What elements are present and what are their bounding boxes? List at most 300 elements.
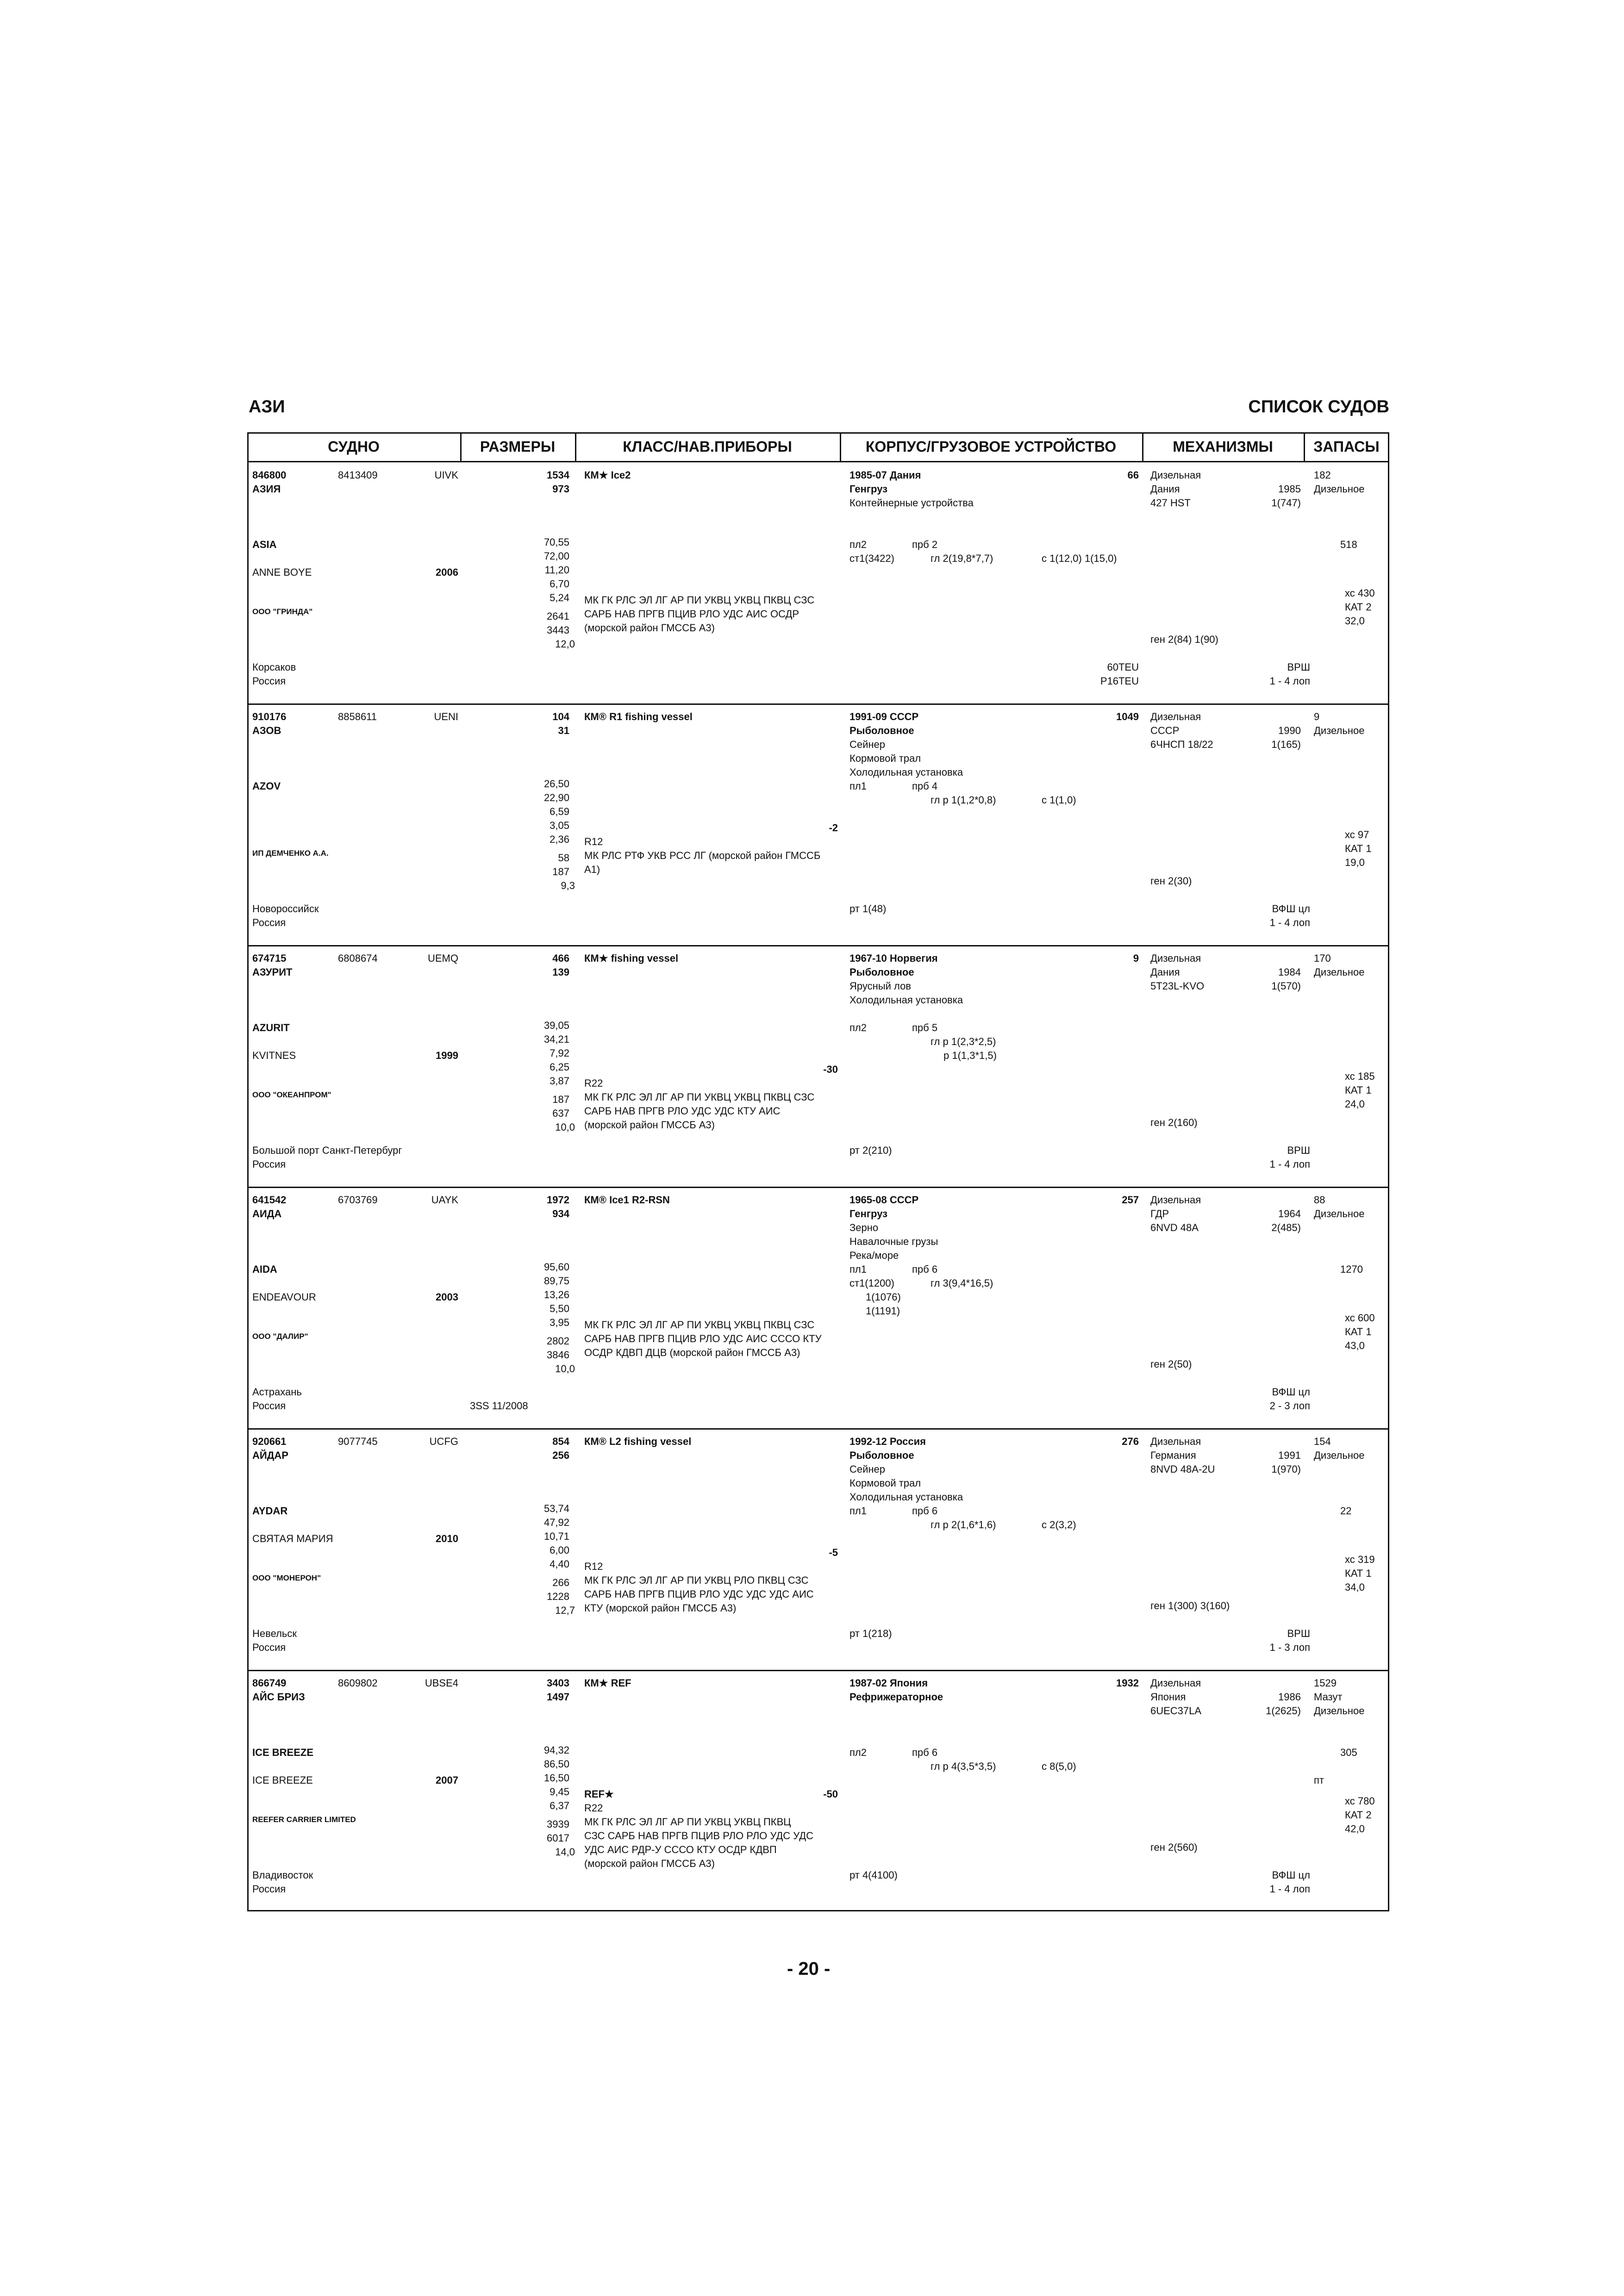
capacity-value: 187 bbox=[552, 866, 569, 877]
hull-build-info: 1965-08 СССР bbox=[849, 1194, 919, 1206]
generator-info: ген 2(560) bbox=[1150, 1842, 1198, 1853]
ship-flag-country: Россия bbox=[252, 1642, 286, 1653]
hull-type-line: Рыболовное bbox=[849, 1450, 914, 1461]
engine-info-line: 6ЧНСП 18/22 bbox=[1150, 739, 1213, 750]
capacity-value: 9,3 bbox=[561, 880, 575, 891]
crew-category-line: КАТ 1 bbox=[1345, 1568, 1372, 1579]
ship-home-port: Большой порт Санкт-Петербург bbox=[252, 1145, 402, 1156]
capacity-value: 12,0 bbox=[555, 638, 575, 650]
dimension-value: 9,45 bbox=[550, 1786, 569, 1798]
engine-info-line: 8NVD 48A-2U bbox=[1150, 1463, 1215, 1475]
net-tonnage: 934 bbox=[552, 1208, 569, 1220]
ship-home-port: Астрахань bbox=[252, 1386, 302, 1398]
fuel-supply-line: Дизельное bbox=[1314, 1208, 1365, 1220]
dimension-value: 26,50 bbox=[543, 778, 569, 790]
propeller-type: ВРШ bbox=[1287, 661, 1310, 673]
col-divider bbox=[840, 432, 841, 462]
generator-info: ген 2(30) bbox=[1150, 875, 1192, 887]
dimension-value: 86,50 bbox=[543, 1758, 569, 1770]
hull-build-info: 1985-07 Дания bbox=[849, 469, 921, 481]
net-tonnage: 256 bbox=[552, 1450, 569, 1461]
crew-category-line: хс 185 bbox=[1345, 1070, 1375, 1082]
capacity-value: 2802 bbox=[547, 1335, 569, 1347]
engine-info-line: Дания bbox=[1150, 483, 1180, 495]
bulkhead-count: прб 6 bbox=[912, 1505, 938, 1517]
class-notation: КМ® R1 fishing vessel bbox=[584, 711, 693, 722]
row-divider bbox=[247, 1187, 1389, 1188]
generator-info: ген 1(300) 3(160) bbox=[1150, 1600, 1230, 1612]
capacity-value: 3443 bbox=[547, 624, 569, 636]
engine-info-line: Дизельная bbox=[1150, 952, 1201, 964]
ship-home-port: Невельск bbox=[252, 1628, 297, 1639]
hatch-dimensions: гл р 1(2,3*2,5) bbox=[931, 1036, 996, 1047]
nav-equipment-line: А1) bbox=[584, 864, 600, 875]
crew-category-line: 19,0 bbox=[1345, 857, 1365, 868]
ship-owner-year: 2006 bbox=[436, 566, 458, 578]
bulkhead-count: прб 5 bbox=[912, 1022, 938, 1033]
ship-name: АИДА bbox=[252, 1208, 282, 1220]
hull-build-info: 1991-09 СССР bbox=[849, 711, 919, 722]
nav-equipment-line: (морской район ГМССБ А3) bbox=[584, 622, 715, 634]
bulkhead-count: прб 6 bbox=[912, 1263, 938, 1275]
col-divider bbox=[575, 432, 576, 462]
engine-year: 1964 bbox=[1278, 1208, 1301, 1220]
nav-equipment-line: УДС АИС РДР-У СССО КТУ ОСДР КДВП bbox=[584, 1844, 777, 1855]
hull-type-line: Холодильная установка bbox=[849, 1491, 963, 1503]
crew-category-line: КАТ 2 bbox=[1345, 601, 1372, 613]
crew-category-line: КАТ 2 bbox=[1345, 1809, 1372, 1821]
ship-imo: 6703769 bbox=[338, 1194, 378, 1206]
hatch-dimensions: гл 2(19,8*7,7) bbox=[931, 553, 993, 564]
nav-equipment-line: (морской район ГМССБ А3) bbox=[584, 1858, 715, 1869]
cargo-hold-capacity: ст1(1200) bbox=[849, 1277, 894, 1289]
ship-latin-name: AZOV bbox=[252, 780, 281, 792]
fuel-supply-line: Мазут bbox=[1314, 1691, 1343, 1703]
cargo-gear: с 8(5,0) bbox=[1042, 1761, 1076, 1772]
dimension-value: 16,50 bbox=[543, 1772, 569, 1784]
capacity-value: 2641 bbox=[547, 610, 569, 622]
hull-type-line: Кормовой трал bbox=[849, 753, 921, 764]
hull-type-line: Холодильная установка bbox=[849, 766, 963, 778]
engine-power: 2(485) bbox=[1271, 1222, 1301, 1233]
net-tonnage: 31 bbox=[558, 725, 569, 736]
fuel-supply-line: Дизельное bbox=[1314, 966, 1365, 978]
propeller-type: ВРШ bbox=[1287, 1145, 1310, 1156]
row-divider bbox=[247, 1428, 1389, 1430]
ship-name: АЙДАР bbox=[252, 1450, 288, 1461]
class-notation: КМ★ Ice2 bbox=[584, 469, 631, 481]
crew-category-line: хс 600 bbox=[1345, 1312, 1375, 1324]
cargo-hold-capacity: 1(1191) bbox=[866, 1305, 900, 1317]
dimension-value: 22,90 bbox=[543, 792, 569, 803]
ice-class-value: -2 bbox=[829, 822, 838, 834]
refrigerated-hold: рт 4(4100) bbox=[849, 1869, 898, 1881]
deck-count: пл1 bbox=[849, 1263, 867, 1275]
ship-name: АЗУРИТ bbox=[252, 966, 293, 978]
ship-name: АЗОВ bbox=[252, 725, 281, 736]
dimension-value: 6,59 bbox=[550, 806, 569, 817]
dimension-value: 6,25 bbox=[550, 1061, 569, 1073]
engine-power: 1(2625) bbox=[1266, 1705, 1301, 1717]
gross-tonnage: 1534 bbox=[547, 469, 569, 481]
ship-home-port: Корсаков bbox=[252, 661, 296, 673]
gross-tonnage: 466 bbox=[552, 952, 569, 964]
fuel-supply-line: 88 bbox=[1314, 1194, 1325, 1206]
hatch-dimensions: р 1(1,3*1,5) bbox=[943, 1050, 997, 1061]
row-divider bbox=[247, 1670, 1389, 1671]
dimension-value: 34,21 bbox=[543, 1033, 569, 1045]
ship-owner: ООО "ОКЕАНПРОМ" bbox=[252, 1090, 331, 1099]
ship-latin-name: ICE BREEZE bbox=[252, 1747, 314, 1758]
ship-imo: 8609802 bbox=[338, 1677, 378, 1689]
col-header-ship: СУДНО bbox=[247, 432, 460, 462]
nav-equipment-line: МК ГК РЛС ЭЛ ЛГ АР ПИ УКВЦ УКВЦ ПКВЦ СЗС bbox=[584, 594, 815, 606]
capacity-value: 1228 bbox=[547, 1591, 569, 1602]
ship-reg-number: 920661 bbox=[252, 1436, 287, 1447]
bulkhead-count: прб 2 bbox=[912, 539, 938, 550]
hull-build-info: 1987-02 Япония bbox=[849, 1677, 928, 1689]
crew-category-line: 24,0 bbox=[1345, 1098, 1365, 1110]
gross-tonnage: 104 bbox=[552, 711, 569, 722]
propeller-blades: 2 - 3 лоп bbox=[1269, 1400, 1310, 1412]
water-supply: 305 bbox=[1340, 1747, 1357, 1758]
capacity-value: 3846 bbox=[547, 1349, 569, 1361]
ship-imo: 8858611 bbox=[338, 711, 377, 722]
water-supply: 1270 bbox=[1340, 1263, 1363, 1275]
ship-call-sign: UAYK bbox=[431, 1194, 458, 1206]
ship-latin-name: AZURIT bbox=[252, 1022, 290, 1033]
net-tonnage: 973 bbox=[552, 483, 569, 495]
fuel-supply-line: Дизельное bbox=[1314, 483, 1365, 495]
bulkhead-count: прб 6 bbox=[912, 1747, 938, 1758]
col-divider bbox=[1142, 432, 1143, 462]
engine-info-line: 427 HST bbox=[1150, 497, 1191, 509]
hull-type-line: Сейнер bbox=[849, 739, 886, 750]
fuel-supply-line: Дизельное bbox=[1314, 1450, 1365, 1461]
ship-call-sign: UENI bbox=[434, 711, 458, 722]
ship-previous-name: KVITNES bbox=[252, 1050, 296, 1061]
container-capacity: P16TEU bbox=[1100, 675, 1139, 687]
deck-count: пл1 bbox=[849, 780, 867, 792]
hull-build-info: 1967-10 Норвегия bbox=[849, 952, 938, 964]
engine-year: 1990 bbox=[1278, 725, 1301, 736]
engine-info-line: 5T23L-KVO bbox=[1150, 980, 1205, 992]
refrigeration-notation: R22 bbox=[584, 1077, 603, 1089]
ship-reg-number: 674715 bbox=[252, 952, 287, 964]
fuel-supply-line: 1529 bbox=[1314, 1677, 1337, 1689]
hull-type-line: Рыболовное bbox=[849, 725, 914, 736]
crew-category-line: 43,0 bbox=[1345, 1340, 1365, 1351]
hull-type-line: Ярусный лов bbox=[849, 980, 911, 992]
dimension-value: 5,24 bbox=[550, 592, 569, 604]
gross-tonnage: 3403 bbox=[547, 1677, 569, 1689]
hull-type-line: Генгруз bbox=[849, 483, 888, 495]
hull-code: 66 bbox=[1127, 469, 1139, 481]
hull-type-line: Сейнер bbox=[849, 1463, 886, 1475]
ship-owner-year: 2010 bbox=[436, 1533, 458, 1544]
ship-owner-year: 2007 bbox=[436, 1774, 458, 1786]
nav-equipment-line: МК ГК РЛС ЭЛ ЛГ АР ПИ УКВЦ РЛО ПКВЦ СЗС bbox=[584, 1574, 809, 1586]
engine-year: 1984 bbox=[1278, 966, 1301, 978]
generator-info: ген 2(84) 1(90) bbox=[1150, 634, 1218, 645]
cargo-hold-capacity: 1(1076) bbox=[866, 1291, 901, 1303]
nav-equipment-line: (морской район ГМССБ А3) bbox=[584, 1119, 715, 1131]
propeller-blades: 1 - 4 лоп bbox=[1269, 1883, 1310, 1895]
ship-flag-country: Россия bbox=[252, 917, 286, 928]
hull-type-line: Контейнерные устройства bbox=[849, 497, 974, 509]
water-supply: 22 bbox=[1340, 1505, 1352, 1517]
hull-code: 1049 bbox=[1116, 711, 1139, 722]
ship-call-sign: UCFG bbox=[429, 1436, 458, 1447]
net-tonnage: 139 bbox=[552, 966, 569, 978]
ship-name: АЙС БРИЗ bbox=[252, 1691, 305, 1703]
capacity-value: 3939 bbox=[547, 1818, 569, 1830]
ship-reg-number: 866749 bbox=[252, 1677, 287, 1689]
engine-power: 1(747) bbox=[1271, 497, 1301, 509]
crew-category-line: хс 97 bbox=[1345, 829, 1369, 840]
gross-tonnage: 854 bbox=[552, 1436, 569, 1447]
nav-equipment-line: КТУ (морской район ГМССБ А3) bbox=[584, 1602, 737, 1614]
nav-equipment-line: МК ГК РЛС ЭЛ ЛГ АР ПИ УКВЦ УКВЦ ПКВЦ bbox=[584, 1816, 791, 1828]
refrigeration-notation: R22 bbox=[584, 1802, 603, 1814]
ship-previous-name: ENDEAVOUR bbox=[252, 1291, 316, 1303]
fuel-supply-line: 154 bbox=[1314, 1436, 1331, 1447]
fuel-supply-line: Дизельное bbox=[1314, 1705, 1365, 1717]
refrigerated-hold: рт 2(210) bbox=[849, 1145, 892, 1156]
engine-info-line: 6NVD 48A bbox=[1150, 1222, 1199, 1233]
ship-owner-year: 2003 bbox=[436, 1291, 458, 1303]
deck-count: пл1 bbox=[849, 1505, 867, 1517]
hatch-dimensions: гл р 4(3,5*3,5) bbox=[931, 1761, 996, 1772]
dimension-value: 13,26 bbox=[543, 1289, 569, 1300]
dimension-value: 39,05 bbox=[543, 1020, 569, 1031]
dimension-value: 4,40 bbox=[550, 1558, 569, 1570]
ship-call-sign: UEMQ bbox=[428, 952, 458, 964]
bulkhead-count: прб 4 bbox=[912, 780, 938, 792]
propeller-blades: 1 - 4 лоп bbox=[1269, 917, 1310, 928]
cargo-hold-capacity: ст1(3422) bbox=[849, 553, 894, 564]
propeller-type: ВФШ цл bbox=[1272, 903, 1310, 915]
ship-imo: 9077745 bbox=[338, 1436, 378, 1447]
engine-info-line: Дизельная bbox=[1150, 1677, 1201, 1689]
engine-info-line: Япония bbox=[1150, 1691, 1186, 1703]
hull-type-line: Навалочные грузы bbox=[849, 1236, 938, 1247]
ship-call-sign: UIVK bbox=[434, 469, 458, 481]
capacity-value: 12,7 bbox=[555, 1605, 575, 1616]
page-header-right: СПИСОК СУДОВ bbox=[1248, 397, 1389, 417]
capacity-value: 266 bbox=[552, 1577, 569, 1588]
engine-info-line: Дизельная bbox=[1150, 711, 1201, 722]
ship-home-port: Новороссийск bbox=[252, 903, 319, 915]
col-header-class: КЛАСС/НАВ.ПРИБОРЫ bbox=[575, 432, 840, 462]
ship-latin-name: AIDA bbox=[252, 1263, 277, 1275]
propeller-blades: 1 - 3 лоп bbox=[1269, 1642, 1310, 1653]
dimension-value: 10,71 bbox=[543, 1531, 569, 1542]
hull-type-line: Холодильная установка bbox=[849, 994, 963, 1006]
refrigerated-hold: рт 1(218) bbox=[849, 1628, 892, 1639]
dimension-value: 11,20 bbox=[544, 564, 569, 576]
hull-code: 257 bbox=[1122, 1194, 1139, 1206]
hull-type-line: Генгруз bbox=[849, 1208, 888, 1220]
net-tonnage: 1497 bbox=[547, 1691, 569, 1703]
hull-code: 9 bbox=[1133, 952, 1139, 964]
engine-power: 1(570) bbox=[1271, 980, 1301, 992]
dimension-value: 95,60 bbox=[543, 1261, 569, 1273]
ship-owner: ООО "ГРИНДА" bbox=[252, 607, 313, 616]
ship-home-port: Владивосток bbox=[252, 1869, 313, 1881]
ship-flag-country: Россия bbox=[252, 1158, 286, 1170]
crew-category-line: 34,0 bbox=[1345, 1581, 1365, 1593]
nav-equipment-line: САРБ НАВ ПРГВ ПЦИВ РЛО УДС АИС СССО КТУ bbox=[584, 1333, 822, 1344]
dimension-value: 6,70 bbox=[550, 578, 569, 590]
hull-code: 1932 bbox=[1116, 1677, 1139, 1689]
ship-owner-year: 1999 bbox=[436, 1050, 458, 1061]
engine-info-line: Дизельная bbox=[1150, 1436, 1201, 1447]
ice-class-value: -30 bbox=[823, 1064, 838, 1075]
crew-category-line: 32,0 bbox=[1345, 615, 1365, 627]
page-header-left: АЗИ bbox=[249, 397, 285, 417]
fuel-supply-line: 182 bbox=[1314, 469, 1331, 481]
ice-class-value: -5 bbox=[829, 1547, 838, 1558]
refrigeration-notation: R12 bbox=[584, 1561, 603, 1572]
fuel-supply-line: 9 bbox=[1314, 711, 1320, 722]
nav-equipment-line: МК РЛС РТФ УКВ РСС ЛГ (морской район ГМССБ bbox=[584, 850, 821, 861]
dimension-value: 6,00 bbox=[550, 1544, 569, 1556]
ship-imo: 6808674 bbox=[338, 952, 378, 964]
cargo-gear: с 1(1,0) bbox=[1042, 794, 1076, 806]
dimension-value: 5,50 bbox=[550, 1303, 569, 1314]
generator-info: ген 2(160) bbox=[1150, 1117, 1198, 1128]
container-capacity: 60TEU bbox=[1107, 661, 1139, 673]
propeller-blades: 1 - 4 лоп bbox=[1269, 675, 1310, 687]
propeller-blades: 1 - 4 лоп bbox=[1269, 1158, 1310, 1170]
ship-previous-name: СВЯТАЯ МАРИЯ bbox=[252, 1533, 333, 1544]
ship-reg-number: 910176 bbox=[252, 711, 287, 722]
row-divider bbox=[247, 703, 1389, 705]
capacity-value: 187 bbox=[552, 1094, 569, 1105]
refrigeration-notation: R12 bbox=[584, 836, 603, 847]
engine-year: 1985 bbox=[1278, 483, 1301, 495]
dimension-value: 94,32 bbox=[543, 1744, 569, 1756]
hull-type-line: Рыболовное bbox=[849, 966, 914, 978]
cargo-gear: с 1(12,0) 1(15,0) bbox=[1042, 553, 1117, 564]
dimension-value: 53,74 bbox=[543, 1503, 569, 1514]
ship-name: АЗИЯ bbox=[252, 483, 281, 495]
fuel-supply-line: 170 bbox=[1314, 952, 1331, 964]
ship-imo: 8413409 bbox=[338, 469, 378, 481]
ship-latin-name: ASIA bbox=[252, 539, 277, 550]
dimension-value: 2,36 bbox=[550, 834, 569, 845]
class-notation: КМ★ REF bbox=[584, 1677, 631, 1689]
hatch-dimensions: гл р 2(1,6*1,6) bbox=[931, 1519, 996, 1531]
hatch-dimensions: гл р 1(1,2*0,8) bbox=[931, 794, 996, 806]
hull-type-line: Кормовой трал bbox=[849, 1477, 921, 1489]
ship-owner: ООО "МОНЕРОН" bbox=[252, 1574, 321, 1582]
deck-count: пл2 bbox=[849, 539, 867, 550]
ship-previous-name: ICE BREEZE bbox=[252, 1774, 313, 1786]
dimension-value: 47,92 bbox=[543, 1517, 569, 1528]
dimension-value: 70,55 bbox=[543, 536, 569, 548]
engine-info-line: Дизельная bbox=[1150, 469, 1201, 481]
ship-reg-number: 641542 bbox=[252, 1194, 287, 1206]
propeller-type: ВРШ bbox=[1287, 1628, 1310, 1639]
crew-category-line: КАТ 1 bbox=[1345, 1326, 1372, 1338]
capacity-value: 6017 bbox=[547, 1832, 569, 1844]
ship-flag-country: Россия bbox=[252, 1883, 286, 1895]
capacity-value: 58 bbox=[558, 852, 569, 864]
col-header-dimensions: РАЗМЕРЫ bbox=[460, 432, 575, 462]
dimension-value: 3,87 bbox=[550, 1075, 569, 1087]
nav-equipment-line: СЗС САРБ НАВ ПРГВ ПЦИВ РЛО РЛО УДС УДС bbox=[584, 1830, 814, 1842]
engine-info-line: Германия bbox=[1150, 1450, 1196, 1461]
dimension-value: 3,05 bbox=[550, 820, 569, 831]
engine-power: 1(165) bbox=[1271, 739, 1301, 750]
water-supply: 518 bbox=[1340, 539, 1357, 550]
ship-call-sign: UBSE4 bbox=[425, 1677, 458, 1689]
ship-previous-name: ANNE BOYE bbox=[252, 566, 312, 578]
hatch-dimensions: гл 3(9,4*16,5) bbox=[931, 1277, 993, 1289]
gross-tonnage: 1972 bbox=[547, 1194, 569, 1206]
ref-notation: REF★ bbox=[584, 1788, 614, 1800]
propeller-type: ВФШ цл bbox=[1272, 1386, 1310, 1398]
row-divider bbox=[247, 945, 1389, 946]
dimension-value: 6,37 bbox=[550, 1800, 569, 1811]
engine-info-line: Дания bbox=[1150, 966, 1180, 978]
col-divider bbox=[1304, 432, 1305, 462]
hull-type-line: Река/море bbox=[849, 1250, 899, 1261]
col-header-machinery: МЕХАНИЗМЫ bbox=[1142, 432, 1304, 462]
hull-code: 276 bbox=[1122, 1436, 1139, 1447]
nav-equipment-line: МК ГК РЛС ЭЛ ЛГ АР ПИ УКВЦ УКВЦ ПКВЦ СЗС bbox=[584, 1091, 815, 1103]
crew-category-line: хс 780 bbox=[1345, 1795, 1375, 1807]
crew-category-line: 42,0 bbox=[1345, 1823, 1365, 1835]
deck-count: пл2 bbox=[849, 1022, 867, 1033]
nav-equipment-line: ОСДР КДВП ДЦВ (морской район ГМССБ А3) bbox=[584, 1347, 800, 1358]
fuel-supply-line: Дизельное bbox=[1314, 725, 1365, 736]
dimension-value: 72,00 bbox=[543, 550, 569, 562]
ship-owner: REEFER CARRIER LIMITED bbox=[252, 1815, 356, 1824]
engine-power: 1(970) bbox=[1271, 1463, 1301, 1475]
ship-flag-country: Россия bbox=[252, 1400, 286, 1412]
deck-count: пл2 bbox=[849, 1747, 867, 1758]
hull-type-line: Зерно bbox=[849, 1222, 879, 1233]
dimension-value: 3,95 bbox=[550, 1317, 569, 1328]
ice-class-value: -50 bbox=[823, 1788, 838, 1800]
engine-info-line: СССР bbox=[1150, 725, 1180, 736]
ship-flag-country: Россия bbox=[252, 675, 286, 687]
col-header-supplies: ЗАПАСЫ bbox=[1304, 432, 1389, 462]
capacity-value: 10,0 bbox=[555, 1363, 575, 1375]
nav-equipment-line: МК ГК РЛС ЭЛ ЛГ АР ПИ УКВЦ УКВЦ ПКВЦ СЗС bbox=[584, 1319, 815, 1331]
col-divider bbox=[460, 432, 462, 462]
class-notation: КМ® L2 fishing vessel bbox=[584, 1436, 692, 1447]
ship-owner: ООО "ДАЛИР" bbox=[252, 1332, 308, 1341]
engine-info-line: ГДР bbox=[1150, 1208, 1169, 1220]
supply-note: пт bbox=[1314, 1774, 1324, 1786]
engine-info-line: 6UEC37LA bbox=[1150, 1705, 1202, 1717]
dimension-value: 7,92 bbox=[550, 1047, 569, 1059]
nav-equipment-line: САРБ НАВ ПРГВ ПЦИВ РЛО УДС АИС ОСДР bbox=[584, 608, 800, 620]
generator-info: ген 2(50) bbox=[1150, 1358, 1192, 1370]
propeller-type: ВФШ цл bbox=[1272, 1869, 1310, 1881]
nav-equipment-line: САРБ НАВ ПРГВ ПЦИВ РЛО УДС УДС УДС АИС bbox=[584, 1588, 814, 1600]
capacity-value: 14,0 bbox=[555, 1846, 575, 1858]
ship-survey: 3SS 11/2008 bbox=[470, 1400, 528, 1412]
hull-type-line: Рефрижераторное bbox=[849, 1691, 943, 1703]
engine-info-line: Дизельная bbox=[1150, 1194, 1201, 1206]
ship-owner: ИП ДЕМЧЕНКО А.А. bbox=[252, 849, 329, 858]
capacity-value: 637 bbox=[552, 1108, 569, 1119]
